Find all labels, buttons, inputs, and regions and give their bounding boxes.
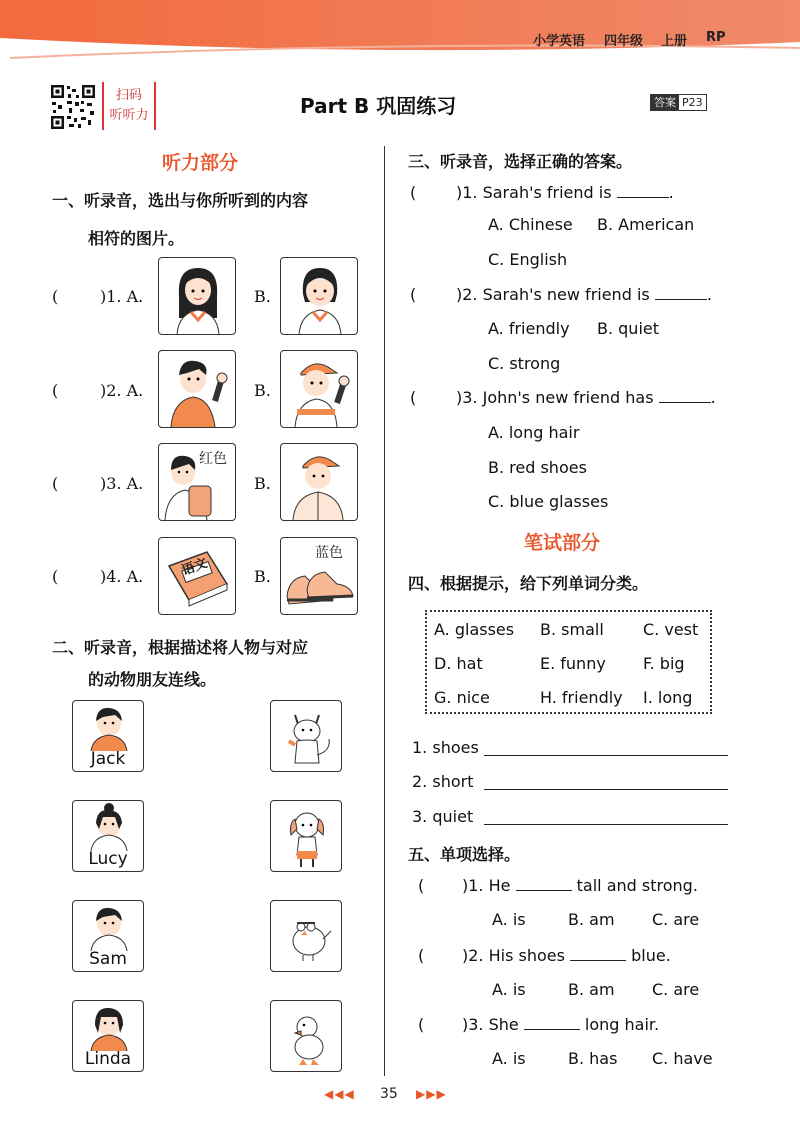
header-subject: 小学英语 [533, 34, 586, 49]
boy-orange-jacket-icon [159, 351, 237, 429]
q1-1-picture-a[interactable] [158, 257, 236, 335]
q5-3-option-b[interactable]: B. has [568, 1049, 618, 1068]
person-card-linda[interactable] [72, 1000, 144, 1072]
girl-avatar-icon [73, 801, 145, 851]
word-c: C. vest [643, 620, 699, 639]
q3-1-option-c[interactable]: C. English [488, 250, 568, 269]
word-e: E. funny [540, 654, 606, 673]
q1-3-b: B. [254, 474, 271, 493]
q5-2-option-b[interactable]: B. am [568, 980, 615, 999]
category-shoes: 1. shoes [412, 738, 479, 757]
boy-cap-jacket-icon [281, 444, 359, 522]
animal-card-4[interactable] [270, 1000, 342, 1072]
word-h: H. friendly [540, 688, 623, 707]
q1-1-picture-b[interactable] [280, 257, 358, 335]
q3-prompt: 三、听录音，选择正确的答案。 [408, 152, 633, 171]
q1-4-blue-tag: 蓝色 [315, 545, 343, 561]
category-short: 2. short [412, 772, 474, 791]
animal-card-3[interactable] [270, 900, 342, 972]
answer-page-tag: 答案 P23 [650, 94, 707, 111]
prev-arrows-icon: ◀◀◀ [324, 1087, 355, 1101]
q3-2-option-c[interactable]: C. strong [488, 354, 561, 373]
name-sam: Sam [89, 949, 127, 969]
q5-2-option-c[interactable]: C. are [652, 980, 700, 999]
q1-1-paren[interactable]: ( [52, 287, 59, 306]
header-volume: 上册 [661, 34, 688, 49]
category-quiet-blank[interactable] [484, 824, 728, 825]
q3-1-option-a[interactable]: A. Chinese [488, 215, 573, 234]
animal-card-2[interactable] [270, 800, 342, 872]
q1-2-b: B. [254, 381, 271, 400]
person-card-sam[interactable] [72, 900, 144, 972]
word-d: D. hat [434, 654, 483, 673]
category-short-blank[interactable] [484, 789, 728, 790]
q1-3-picture-a[interactable] [158, 443, 236, 521]
q5-1-option-c[interactable]: C. are [652, 910, 700, 929]
word-i: I. long [643, 688, 693, 707]
q1-4-picture-a[interactable] [158, 537, 236, 615]
q3-1-paren[interactable]: ( [410, 183, 417, 202]
name-linda: Linda [84, 1049, 132, 1069]
q1-3-picture-b[interactable] [280, 443, 358, 521]
q5-3-paren[interactable]: ( [418, 1015, 425, 1034]
q3-2-paren[interactable]: ( [410, 285, 417, 304]
girl-short-hair-icon [281, 258, 359, 336]
q3-3-stem: )3. John's new friend has . [456, 388, 716, 407]
q1-3-red-tag: 红色 [199, 451, 227, 467]
q1-1-b: B. [254, 287, 271, 306]
q3-2-option-b[interactable]: B. quiet [597, 319, 660, 338]
q1-prompt: 一、听录音，选出与你所听到的内容 [52, 191, 309, 210]
person-card-lucy[interactable] [72, 800, 144, 872]
scan-to-listen-label: 扫码 听听力 [102, 82, 156, 130]
q3-3-option-b[interactable]: B. red shoes [488, 458, 587, 477]
q1-4-book-label: 语文 [179, 555, 210, 579]
q3-3-option-c[interactable]: C. blue glasses [488, 492, 609, 511]
q1-prompt-line2: 相符的图片。 [88, 229, 185, 248]
name-jack: Jack [90, 749, 126, 769]
qr-code-icon[interactable] [50, 84, 96, 130]
q2-prompt: 二、听录音，根据描述将人物与对应 [52, 638, 309, 657]
writing-heading: 笔试部分 [524, 532, 601, 554]
q5-2-option-a[interactable]: A. is [492, 980, 526, 999]
girl-long-hair-icon [159, 258, 237, 336]
q3-3-paren[interactable]: ( [410, 388, 417, 407]
q1-3-label: )3. A. [100, 474, 144, 493]
q3-3-option-a[interactable]: A. long hair [488, 423, 580, 442]
page-number: 35 [380, 1086, 398, 1102]
q5-3-stem: )3. She long hair. [462, 1015, 660, 1034]
book-icon [159, 538, 237, 616]
boy-avatar-icon [73, 901, 145, 951]
name-lucy: Lucy [88, 849, 128, 869]
page-title: Part B 巩固练习 [300, 94, 457, 118]
header-edition: RP [706, 30, 726, 45]
q4-prompt: 四、根据提示，给下列单词分类。 [408, 574, 649, 593]
listening-heading: 听力部分 [162, 152, 239, 174]
q1-1-label: )1. A. [100, 287, 144, 306]
q1-2-label: )2. A. [100, 381, 144, 400]
fox-icon [271, 701, 343, 773]
q5-1-stem: )1. He tall and strong. [462, 876, 698, 895]
q3-1-stem: )1. Sarah's friend is . [456, 183, 674, 202]
q5-1-option-a[interactable]: A. is [492, 910, 526, 929]
q1-3-paren[interactable]: ( [52, 474, 59, 493]
q5-prompt: 五、单项选择。 [408, 845, 521, 864]
word-f: F. big [643, 654, 685, 673]
boy-avatar-icon [73, 701, 145, 751]
q5-1-option-b[interactable]: B. am [568, 910, 615, 929]
q1-2-picture-a[interactable] [158, 350, 236, 428]
q5-2-paren[interactable]: ( [418, 946, 425, 965]
q3-2-option-a[interactable]: A. friendly [488, 319, 570, 338]
q3-2-stem: )2. Sarah's new friend is . [456, 285, 712, 304]
q1-4-picture-b[interactable] [280, 537, 358, 615]
q1-4-paren[interactable]: ( [52, 567, 59, 586]
word-b: B. small [540, 620, 604, 639]
q5-1-paren[interactable]: ( [418, 876, 425, 895]
next-arrows-icon: ▶▶▶ [416, 1087, 447, 1101]
column-divider [384, 146, 385, 1076]
q1-2-paren[interactable]: ( [52, 381, 59, 400]
q1-4-b: B. [254, 567, 271, 586]
q5-3-option-a[interactable]: A. is [492, 1049, 526, 1068]
person-card-jack[interactable] [72, 700, 144, 772]
q5-3-option-c[interactable]: C. have [652, 1049, 713, 1068]
bird-icon [271, 901, 343, 973]
animal-card-1[interactable] [270, 700, 342, 772]
duck-icon [271, 1001, 343, 1073]
q1-2-picture-b[interactable] [280, 350, 358, 428]
q3-1-option-b[interactable]: B. American [597, 215, 695, 234]
q1-4-label: )4. A. [100, 567, 144, 586]
header-grade: 四年级 [604, 34, 644, 49]
boy-cap-waving-icon [281, 351, 359, 429]
dog-icon [271, 801, 343, 873]
category-shoes-blank[interactable] [484, 755, 728, 756]
girl-avatar-icon [73, 1001, 145, 1051]
q5-2-stem: )2. His shoes blue. [462, 946, 671, 965]
category-quiet: 3. quiet [412, 807, 474, 826]
word-g: G. nice [434, 688, 490, 707]
q2-prompt-line2: 的动物朋友连线。 [88, 670, 217, 689]
word-a: A. glasses [434, 620, 515, 639]
